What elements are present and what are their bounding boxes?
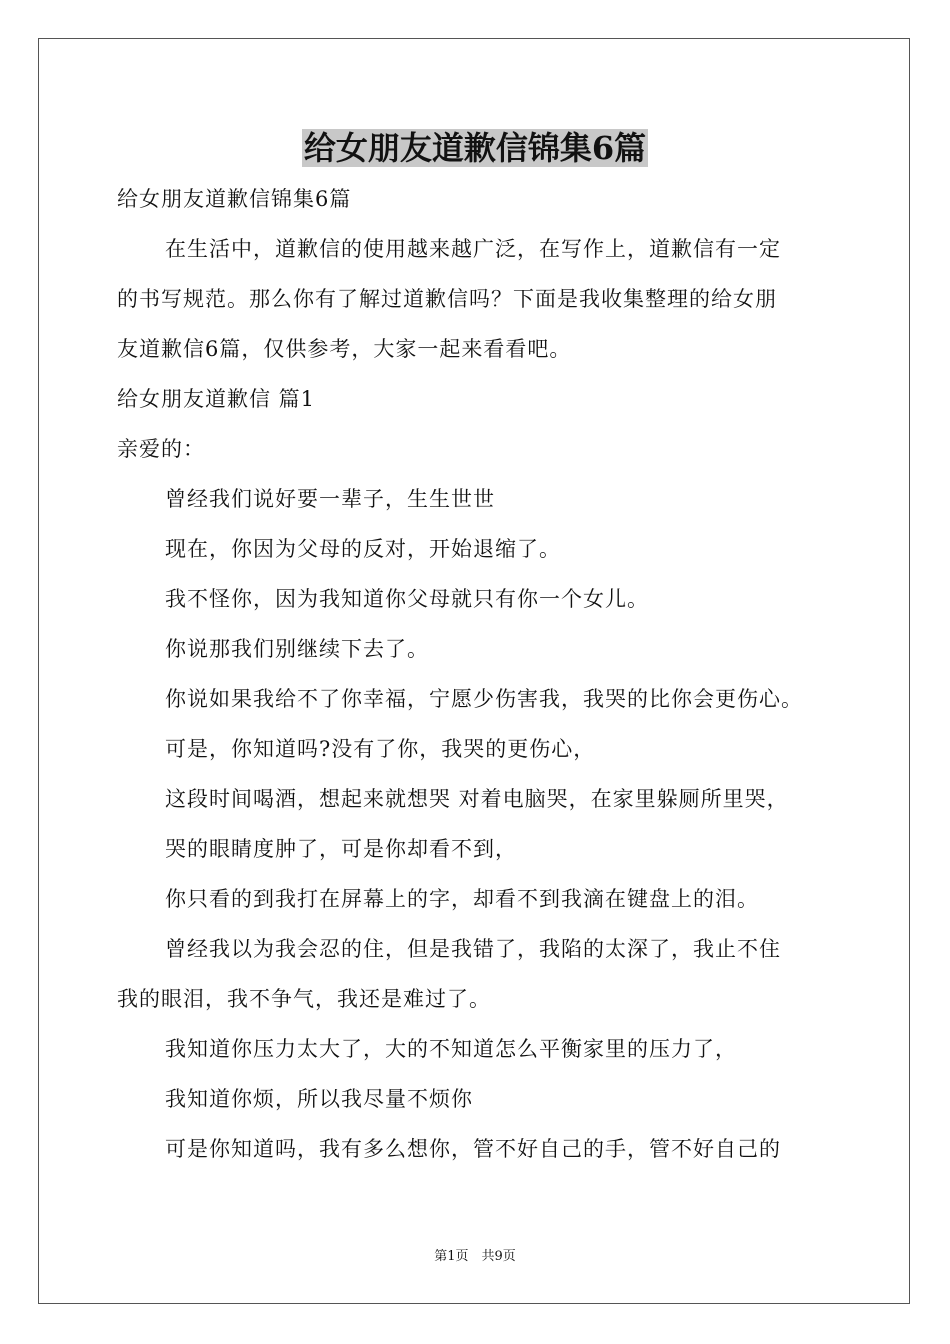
paragraph-line: 我知道你烦，所以我尽量不烦你 [165, 1087, 473, 1111]
paragraph-line: 我知道你压力太大了，大的不知道怎么平衡家里的压力了， [165, 1037, 737, 1061]
paragraph-line: 曾经我们说好要一辈子，生生世世 [165, 487, 495, 511]
document-title [0, 124, 950, 172]
document-title-text: 给女朋友道歉信锦集6篇 [303, 129, 647, 167]
section-heading: 给女朋友道歉信 篇1 [117, 387, 316, 411]
paragraph-line: 现在，你因为父母的反对，开始退缩了。 [165, 537, 561, 561]
paragraph-line: 的书写规范。那么你有了解过道歉信吗？下面是我收集整理的给女朋 [117, 287, 777, 311]
paragraph-line: 你说如果我给不了你幸福，宁愿少伤害我，我哭的比你会更伤心。 [165, 687, 803, 711]
paragraph-line: 我不怪你，因为我知道你父母就只有你一个女儿。 [165, 587, 649, 611]
paragraph-line: 我的眼泪，我不争气，我还是难过了。 [117, 987, 491, 1011]
subtitle-line: 给女朋友道歉信锦集6篇 [117, 187, 352, 211]
paragraph-line: 哭的眼睛度肿了，可是你却看不到， [165, 837, 517, 861]
page-border [38, 38, 910, 1304]
paragraph-line: 友道歉信6篇，仅供参考，大家一起来看看吧。 [117, 337, 572, 361]
paragraph-line: 这段时间喝酒，想起来就想哭 对着电脑哭，在家里躲厕所里哭， [165, 787, 789, 811]
paragraph-line: 你说那我们别继续下去了。 [165, 637, 429, 661]
paragraph-line: 可是你知道吗，我有多么想你，管不好自己的手，管不好自己的 [165, 1137, 781, 1161]
paragraph-line: 曾经我以为我会忍的住，但是我错了，我陷的太深了，我止不住 [165, 937, 781, 961]
salutation: 亲爱的： [117, 437, 205, 461]
paragraph-line: 在生活中，道歉信的使用越来越广泛，在写作上，道歉信有一定 [165, 237, 781, 261]
paragraph-line: 你只看的到我打在屏幕上的字，却看不到我滴在键盘上的泪。 [165, 887, 759, 911]
paragraph-line: 可是，你知道吗?没有了你，我哭的更伤心， [165, 737, 596, 761]
page-footer: 第1页 共9页 [434, 1249, 516, 1264]
